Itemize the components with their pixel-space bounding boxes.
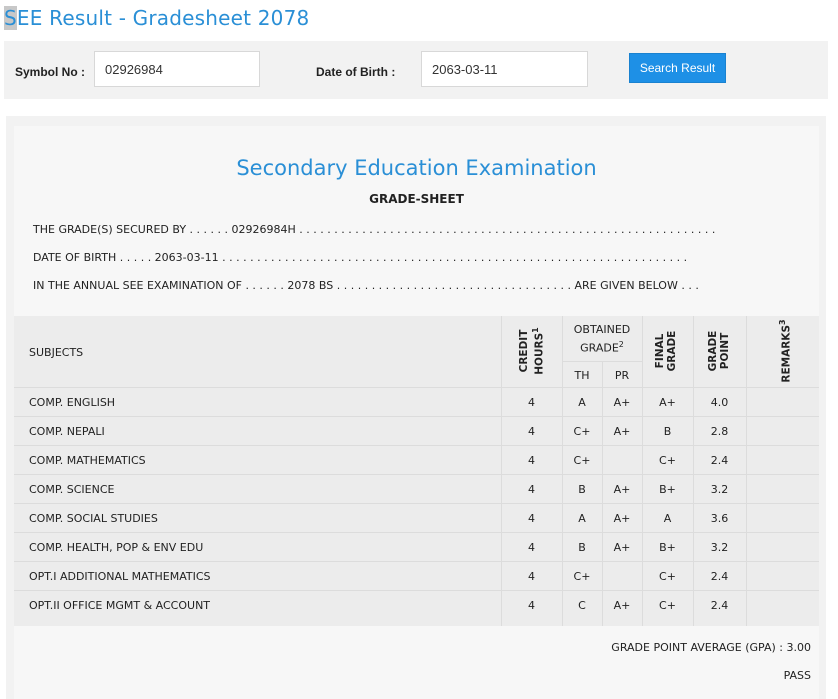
th-cell: A xyxy=(578,512,586,525)
th-cell: B xyxy=(578,541,586,554)
secured-by-line: THE GRADE(S) SECURED BY . . . . . . 02926984H . . . . . . . . . . . . . . . . . . . . . . . . . . . . . . . . . . . . . . . . . . . . . . . . . . . . . . . . . . . . xyxy=(33,223,716,236)
subject-cell: COMP. NEPALI xyxy=(29,425,105,438)
subject-cell: COMP. SOCIAL STUDIES xyxy=(29,512,158,525)
gp-cell: 2.4 xyxy=(710,570,729,583)
subjects-header: SUBJECTS xyxy=(29,346,84,359)
th-header: TH xyxy=(574,369,590,382)
credit-cell: 4 xyxy=(528,454,535,467)
exam-line: IN THE ANNUAL SEE EXAMINATION OF . . . . . . 2078 BS . . . . . . . . . . . . . . . . . . . . . . . . . . . . . . . . . . ARE GIVEN BELOW . . . xyxy=(33,279,699,292)
final-cell: C+ xyxy=(659,599,676,612)
search-bar xyxy=(4,41,828,99)
subject-cell: COMP. HEALTH, POP & ENV EDU xyxy=(29,541,204,554)
gp-cell: 2.8 xyxy=(710,425,729,438)
th-cell: B xyxy=(578,483,586,496)
search-result-button[interactable]: Search Result xyxy=(629,53,726,83)
gradesheet-title: GRADE-SHEET xyxy=(369,192,464,206)
dob-label: Date of Birth : xyxy=(316,65,396,79)
page-title-rest: EE Result - Gradesheet 2078 xyxy=(16,6,310,30)
symbol-input[interactable] xyxy=(94,51,260,87)
credit-hours-header: CREDIT HOURS$^1$ xyxy=(518,327,546,375)
dob-input[interactable] xyxy=(421,51,588,87)
grade-point-header: GRADE POINT xyxy=(707,330,731,372)
final-cell: A xyxy=(663,512,672,525)
subject-cell: OPT.II OFFICE MGMT & ACCOUNT xyxy=(29,599,211,612)
credit-cell: 4 xyxy=(528,599,535,612)
gradesheet xyxy=(14,126,819,699)
credit-cell: 4 xyxy=(528,483,535,496)
credit-cell: 4 xyxy=(528,570,535,583)
remarks-header: REMARKS$^3$ xyxy=(778,319,793,383)
final-cell: A+ xyxy=(659,396,676,409)
pr-cell: A+ xyxy=(613,541,631,554)
grade-table xyxy=(14,316,819,626)
final-grade-header: FINAL GRADE xyxy=(654,330,678,372)
final-cell: B+ xyxy=(659,483,676,496)
th-cell: C+ xyxy=(573,570,591,583)
pr-cell: A+ xyxy=(613,425,631,438)
pr-cell: A+ xyxy=(613,483,631,496)
exam-title: Secondary Education Examination xyxy=(236,156,597,180)
gradesheet-container xyxy=(6,116,826,699)
subject-cell: COMP. ENGLISH xyxy=(29,396,116,409)
gp-cell: 2.4 xyxy=(710,454,729,467)
symbol-label: Symbol No : xyxy=(15,65,86,79)
credit-cell: 4 xyxy=(528,396,535,409)
th-cell: C xyxy=(578,599,586,612)
pr-header: PR xyxy=(614,369,630,382)
gpa-summary: GRADE POINT AVERAGE (GPA) : 3.00 xyxy=(611,641,811,654)
obtained-grade-header: OBTAINED GRADE$^2$ xyxy=(573,323,631,355)
subject-cell: COMP. SCIENCE xyxy=(29,483,115,496)
gp-cell: 3.6 xyxy=(710,512,729,525)
final-cell: C+ xyxy=(659,570,676,583)
pr-cell: A+ xyxy=(613,512,631,525)
page-title-first-letter: S xyxy=(4,6,17,30)
pr-cell: A+ xyxy=(613,599,631,612)
credit-cell: 4 xyxy=(528,512,535,525)
result-status: PASS xyxy=(783,669,811,682)
final-cell: C+ xyxy=(659,454,676,467)
gp-cell: 2.4 xyxy=(710,599,729,612)
th-cell: C+ xyxy=(573,425,591,438)
subject-cell: OPT.I ADDITIONAL MATHEMATICS xyxy=(29,570,211,583)
subject-cell: COMP. MATHEMATICS xyxy=(29,454,146,467)
gp-cell: 3.2 xyxy=(710,541,729,554)
final-cell: B xyxy=(663,425,672,438)
th-cell: C+ xyxy=(573,454,591,467)
gp-cell: 4.0 xyxy=(710,396,729,409)
credit-cell: 4 xyxy=(528,425,535,438)
final-cell: B+ xyxy=(659,541,676,554)
page-title xyxy=(4,6,309,30)
pr-cell: A+ xyxy=(613,396,631,409)
gp-cell: 3.2 xyxy=(710,483,729,496)
th-cell: A xyxy=(578,396,586,409)
dob-line: DATE OF BIRTH . . . . . 2063-03-11 . . . . . . . . . . . . . . . . . . . . . . . . . . . . . . . . . . . . . . . . . . . . . . . . . . . . . . . . . . . . . . . . . . . xyxy=(33,251,688,264)
credit-cell: 4 xyxy=(528,541,535,554)
